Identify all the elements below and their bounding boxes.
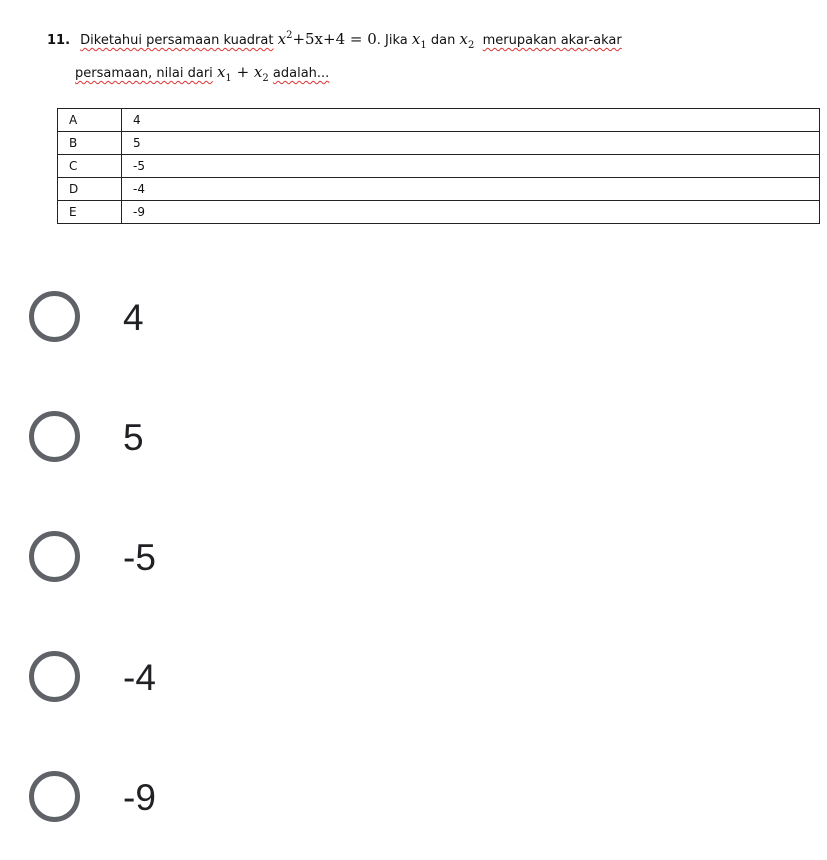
- table-cell-value: 4: [122, 109, 820, 132]
- table-cell-letter: A: [58, 109, 122, 132]
- sum-a: x: [216, 63, 226, 81]
- equation-variable: x: [277, 30, 287, 48]
- question-line2-end: adalah...: [272, 66, 330, 81]
- choice-option-e[interactable]: [26, 768, 326, 832]
- equation-power: 2: [286, 30, 293, 41]
- table-cell-value: -4: [122, 178, 820, 201]
- question-line-1: [47, 26, 817, 56]
- table-cell-letter: C: [58, 155, 122, 178]
- choice-option-c[interactable]: [26, 528, 326, 592]
- choice-label[interactable]: -4: [123, 657, 156, 698]
- table-row: [58, 178, 820, 201]
- choice-label[interactable]: 5: [123, 417, 144, 458]
- choice-option-d[interactable]: [26, 648, 326, 712]
- choice-option-a[interactable]: [26, 288, 326, 352]
- table-cell-letter: B: [58, 132, 122, 155]
- variable-x2-base: x: [459, 30, 468, 48]
- choice-label[interactable]: -9: [123, 777, 156, 818]
- variable-x1-sub: 1: [420, 40, 427, 51]
- table-row: [58, 132, 820, 155]
- sum-b-sub: 2: [262, 73, 269, 84]
- choice-label[interactable]: 4: [123, 297, 144, 338]
- variable-x1-base: x: [411, 30, 421, 48]
- table-row: [58, 109, 820, 132]
- table-cell-value: -9: [122, 201, 820, 224]
- table-row: [58, 201, 820, 224]
- variable-x2-sub: 2: [467, 40, 475, 51]
- question-dan: dan: [430, 33, 456, 48]
- radio-button-icon[interactable]: [29, 411, 80, 462]
- table-cell-value: -5: [122, 155, 820, 178]
- radio-button-icon[interactable]: [29, 531, 80, 582]
- equation-rest: +5x+4 = 0: [292, 30, 377, 48]
- choice-option-b[interactable]: [26, 408, 326, 472]
- radio-button-icon[interactable]: [29, 291, 80, 342]
- sum-a-sub: 1: [225, 73, 232, 84]
- question-number: 11.: [47, 33, 71, 48]
- variable-x2: [459, 30, 475, 51]
- table-row: [58, 155, 820, 178]
- table-cell-value: 5: [122, 132, 820, 155]
- radio-button-icon[interactable]: [29, 771, 80, 822]
- table-cell-letter: E: [58, 201, 122, 224]
- question-line1-end: merupakan akar-akar: [482, 33, 622, 48]
- question-line2-start: persamaan, nilai dari: [75, 66, 213, 81]
- sum-operator: +: [236, 63, 250, 81]
- options-table: [57, 108, 820, 224]
- question-text: [47, 26, 817, 89]
- sum-expression: [216, 63, 269, 84]
- table-cell-letter: D: [58, 178, 122, 201]
- variable-x1: [411, 30, 427, 51]
- radio-button-icon[interactable]: [29, 651, 80, 702]
- question-intro: Diketahui persamaan kuadrat: [80, 33, 274, 48]
- choice-label[interactable]: -5: [123, 537, 156, 578]
- question-line-2: [47, 62, 817, 89]
- quadratic-equation: [278, 30, 377, 48]
- question-jika: . Jika: [376, 33, 408, 48]
- sum-b: x: [253, 63, 263, 81]
